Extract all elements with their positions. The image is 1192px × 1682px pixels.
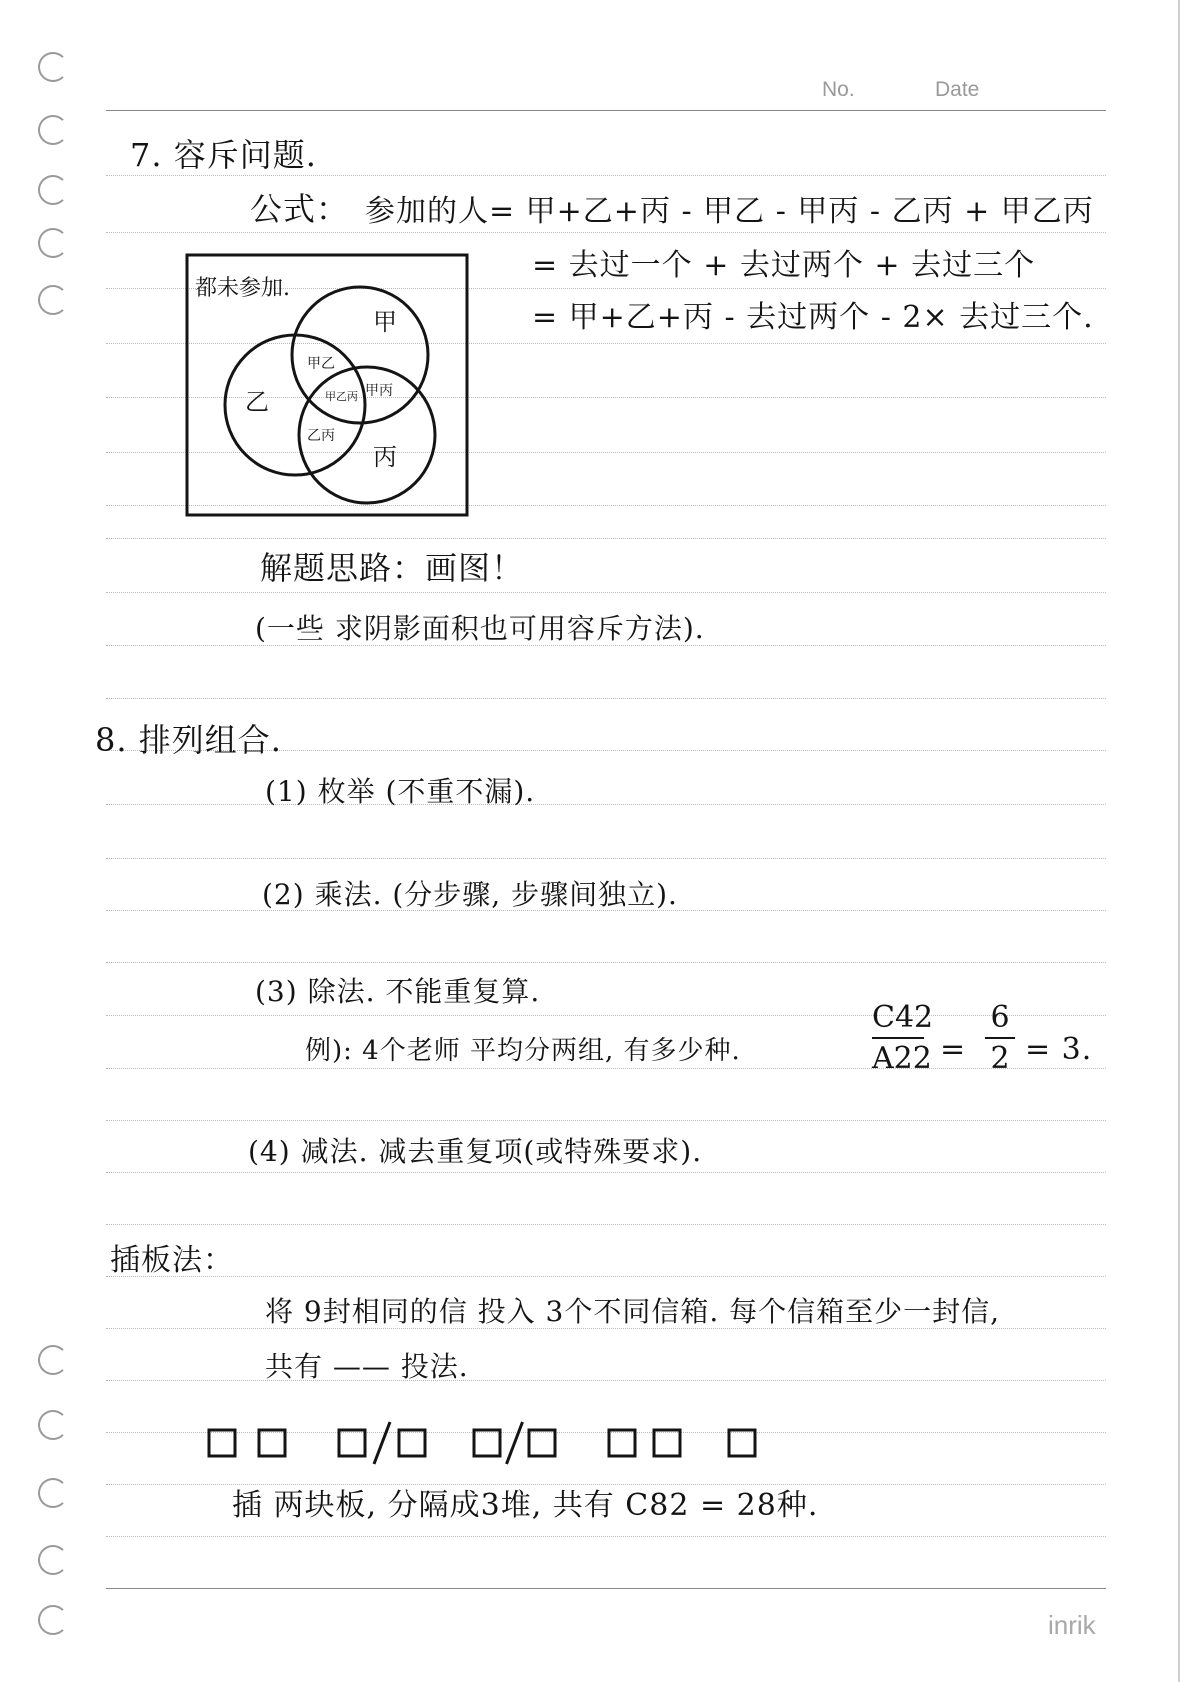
formula-line-1: 参加的人= 甲+乙+丙 - 甲乙 - 甲丙 - 乙丙 + 甲乙丙 [365,194,1094,229]
formula-line-3: = 甲+乙+丙 - 去过两个 - 2× 去过三个. [532,300,1094,335]
fraction-6-over-2 [985,1000,1015,1076]
ruled-line [106,858,1106,859]
ruled-line [106,1172,1106,1173]
venn-set-a: 甲 [373,308,397,336]
ruled-line [106,1224,1106,1225]
ruled-line [106,698,1106,699]
section8-title: 8. 排列组合. [95,721,282,759]
ruled-line [106,1536,1106,1537]
fraction-numerator: 6 [990,1000,1010,1035]
footer-rule [106,1588,1106,1589]
letter-box [654,1430,680,1456]
approach-text: 解题思路：画图！ [260,549,525,587]
letter-box [209,1430,235,1456]
ruled-line [106,1276,1106,1277]
letter-box [729,1430,755,1456]
binder-ring-icon [38,1545,68,1575]
item-4-subtraction: (4) 减法. 减去重复项(或特殊要求). [248,1135,703,1168]
letter-box [399,1430,425,1456]
venn-ab: 甲乙 [307,356,335,372]
fraction-bar [872,1037,924,1039]
example-text: 例): 4个老师 平均分两组, 有多少种. [305,1036,741,1066]
fraction-c42-over-a22 [872,1000,934,1076]
ruled-line [106,1068,1106,1069]
problem-line-1: 将 9封相同的信 投入 3个不同信箱. 每个信箱至少一封信, [265,1295,1001,1328]
binder-ring-icon [38,1345,68,1375]
venn-set-b: 乙 [245,388,269,416]
item-1-enumeration: (1) 枚举 (不重不漏). [265,775,536,808]
fraction-denominator: 2 [990,1041,1010,1076]
binder-ring-icon [38,228,68,258]
ruled-line [106,962,1106,963]
divider-board [374,1422,390,1464]
fraction-denominator: A22 [872,1041,932,1076]
example-equals: = [940,1032,967,1067]
header-no-label: No. [822,78,855,101]
fraction-bar [985,1037,1015,1039]
binder-ring-icon [38,285,68,315]
ruled-line [106,804,1106,805]
example-result: = 3. [1025,1032,1093,1067]
venn-ac: 甲丙 [365,383,393,399]
section7-title: 7. 容斥问题. [130,136,317,174]
ruled-line [106,592,1106,593]
binder-ring-icon [38,175,68,205]
ruled-line [106,1015,1106,1016]
binder-ring-icon [38,1605,68,1635]
approach-note: (一些 求阴影面积也可用容斥方法). [255,612,705,645]
circle-a [292,287,428,423]
ruled-line [106,1380,1106,1381]
formula-label: 公式： [250,190,350,228]
venn-abc: 甲乙丙 [325,390,358,403]
brand-logo: inrik [1048,1610,1096,1640]
header-rule [106,110,1106,111]
letter-boxes-diagram [205,1418,795,1468]
letter-box [339,1430,365,1456]
binder-ring-icon [38,115,68,145]
binder-ring-icon [38,52,68,82]
board-answer: 插 两块板, 分隔成3堆, 共有 C82 = 28种. [232,1488,819,1523]
item-2-multiplication: (2) 乘法. (分步骤, 步骤间独立). [262,878,678,911]
problem-line-2: 共有 —— 投法. [265,1350,469,1383]
venn-bc: 乙丙 [307,428,335,444]
formula-line-2: = 去过一个 + 去过两个 + 去过三个 [532,248,1036,283]
letter-box [609,1430,635,1456]
divider-board [507,1422,523,1464]
page-edge [1178,0,1180,1682]
venn-set-c: 丙 [373,443,397,471]
binder-ring-icon [38,1478,68,1508]
header-date-label: Date [935,78,980,101]
venn-outside-label: 都未参加. [195,276,290,301]
ruled-line [106,232,1106,233]
letter-box [474,1430,500,1456]
ruled-line [106,538,1106,539]
item-3-division: (3) 除法. 不能重复算. [255,975,541,1008]
letter-box [259,1430,285,1456]
board-method-title: 插板法： [110,1243,234,1278]
letter-box [529,1430,555,1456]
fraction-numerator: C42 [872,1000,934,1035]
venn-diagram [185,250,470,520]
binder-ring-icon [38,1410,68,1440]
ruled-line [106,1120,1106,1121]
